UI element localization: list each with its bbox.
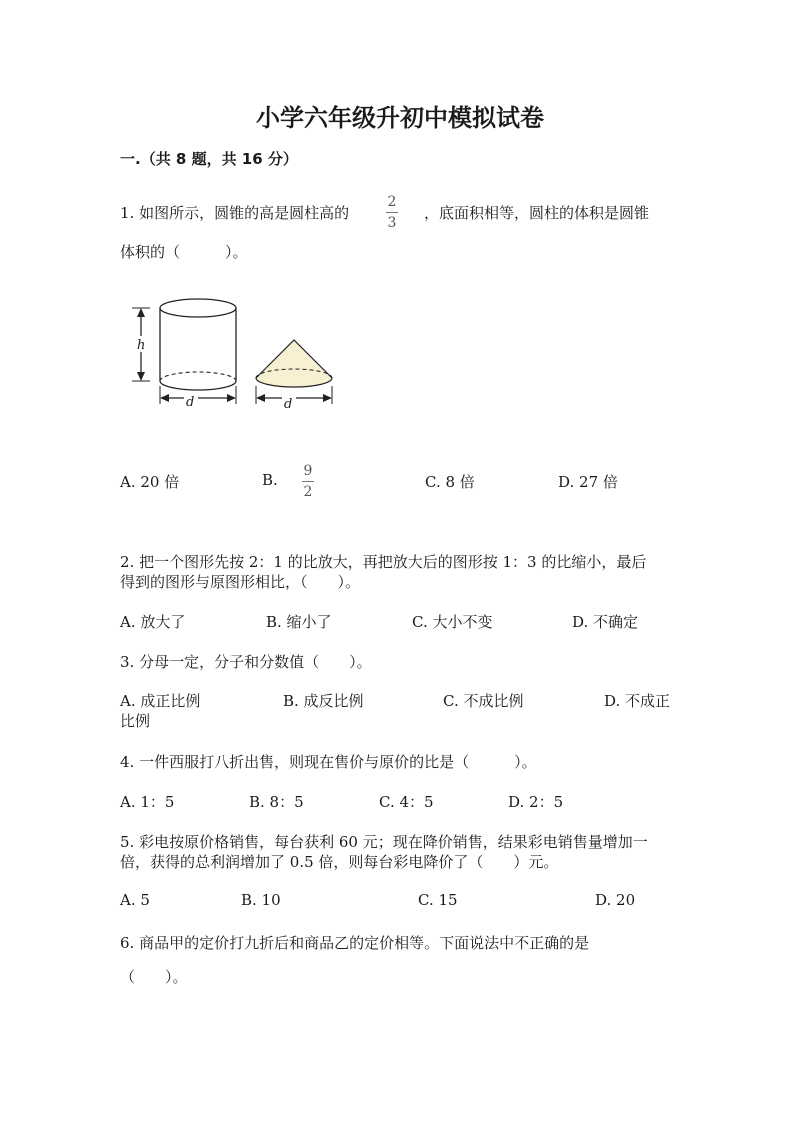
q4-option-a[interactable]: A. 1：5 [120,793,175,811]
q4-option-b[interactable]: B. 8：5 [249,793,304,811]
q1-fraction [386,194,398,231]
q2-option-b[interactable]: B. 缩小了 [266,613,332,631]
cone-diameter-label: d [284,397,293,412]
q1-option-a[interactable]: A. 20 倍 [120,473,180,491]
q1-text-b: ，底面积相等，圆柱的体积是圆锥 [424,204,650,222]
cylinder-diameter-label: d [186,395,195,410]
q1-option-c[interactable]: C. 8 倍 [425,473,475,491]
q3-option-d[interactable]: D. 不成正 [604,692,671,710]
section-heading: 一.（共 8 题，共 16 分） [120,150,298,168]
height-label: h [137,338,146,353]
fraction-bar [386,212,398,213]
fraction-bar [302,481,314,482]
q2-option-a[interactable]: A. 放大了 [120,613,186,631]
q1-fraction-denominator: 3 [387,215,397,231]
q1-option-d[interactable]: D. 27 倍 [558,473,618,491]
q5-line-1: 5. 彩电按原价格销售，每台获利 60 元；现在降价销售，结果彩电销售量增加一 [120,833,648,851]
q1-option-b-denominator: 2 [303,484,313,500]
q2-option-d[interactable]: D. 不确定 [572,613,639,631]
q3-option-b[interactable]: B. 成反比例 [283,692,364,710]
q1-text-c: 体积的（ ）。 [120,243,248,261]
q2-line-1: 2. 把一个图形先按 2：1 的比放大，再把放大后的图形按 1：3 的比缩小，最后 [120,553,647,571]
q4-line-1: 4. 一件西服打八折出售，则现在售价与原价的比是（ ）。 [120,753,537,771]
q3-option-d-continued: 比例 [120,712,151,730]
q1-option-b[interactable]: B. [262,471,278,489]
q5-option-b[interactable]: B. 10 [241,891,281,909]
q3-line-1: 3. 分母一定，分子和分数值（ ）。 [120,653,372,671]
q2-line-2: 得到的图形与原图形相比，（ ）。 [120,573,361,591]
q3-option-c[interactable]: C. 不成比例 [443,692,524,710]
cylinder-diameter-arrow [160,386,236,406]
q5-option-c[interactable]: C. 15 [418,891,458,909]
q2-option-c[interactable]: C. 大小不变 [412,613,493,631]
q5-option-d[interactable]: D. 20 [595,891,636,909]
q3-option-a[interactable]: A. 成正比例 [120,692,201,710]
q1-text-a: 1. 如图所示，圆锥的高是圆柱高的 [120,204,350,222]
cone-shape [256,340,332,387]
q6-line-2: （ ）。 [120,968,188,986]
q5-line-2: 倍，获得的总利润增加了 0.5 倍，则每台彩电降价了（ ）元。 [120,853,559,871]
cylinder-cone-figure [122,294,342,416]
page-title: 小学六年级升初中模拟试卷 [256,104,544,132]
cone-diameter-arrow [256,386,332,406]
q1-option-b-fraction [302,463,314,500]
q4-option-c[interactable]: C. 4：5 [379,793,434,811]
q6-line-1: 6. 商品甲的定价打九折后和商品乙的定价相等。下面说法中不正确的是 [120,934,590,952]
q1-option-b-numerator: 9 [303,463,313,479]
q1-fraction-numerator: 2 [387,194,397,210]
q5-option-a[interactable]: A. 5 [120,891,150,909]
q4-option-d[interactable]: D. 2：5 [508,793,564,811]
cylinder-shape [160,299,236,390]
